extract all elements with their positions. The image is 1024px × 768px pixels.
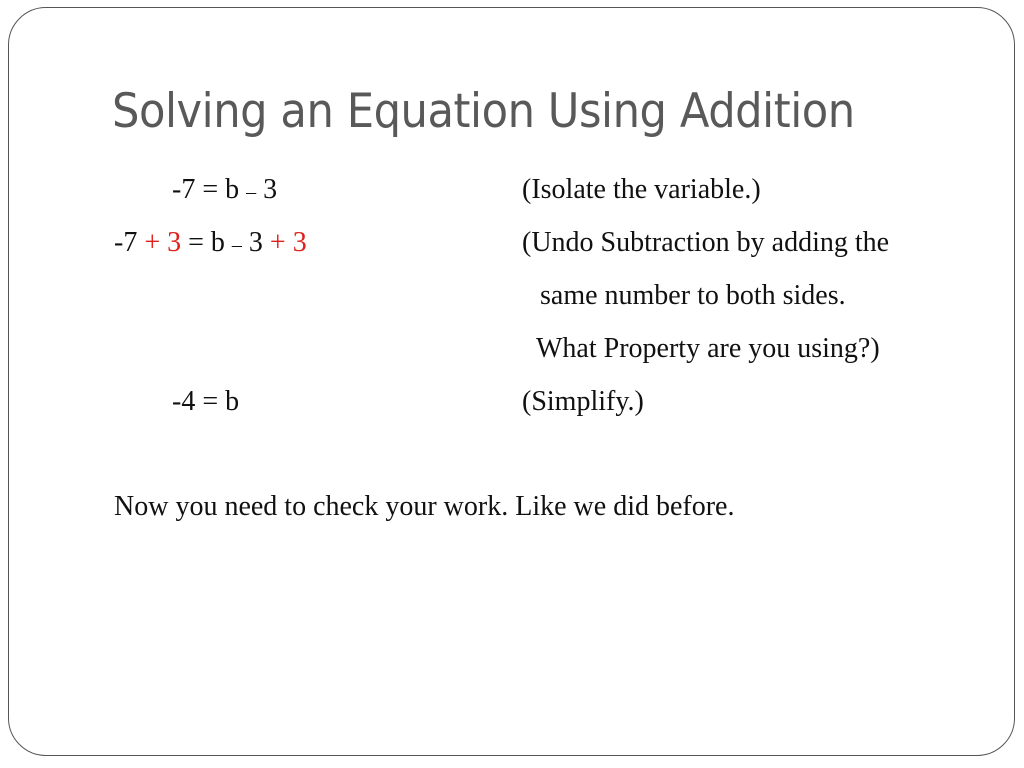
equation-step-2 bbox=[114, 226, 307, 262]
note-step-1: (Isolate the variable.) bbox=[522, 174, 761, 205]
equation-step-3: -4 = b bbox=[172, 386, 240, 417]
equation-step-2-left: -7 bbox=[114, 227, 145, 258]
note-step-2: (Undo Subtraction by adding the bbox=[522, 227, 890, 258]
equation-step-1 bbox=[172, 173, 277, 209]
equation-step-2-added-right: + 3 bbox=[269, 227, 307, 258]
equation-step-1-left: -7 = b bbox=[172, 174, 247, 205]
equation-step-2-added-left: + 3 bbox=[144, 227, 182, 258]
note-step-3: (Simplify.) bbox=[522, 386, 644, 417]
equation-step-2-right: 3 bbox=[241, 227, 270, 258]
closing-text: Now you need to check your work. Like we did before. bbox=[114, 491, 735, 522]
equation-step-1-right: 3 bbox=[256, 174, 278, 205]
equation-step-2-mid: = b bbox=[181, 227, 232, 258]
slide-title: Solving an Equation Using Addition bbox=[112, 84, 855, 139]
equation-step-1-dash: – bbox=[246, 181, 257, 203]
note-step-2-continued: same number to both sides. bbox=[540, 280, 846, 311]
equation-step-2-dash: – bbox=[231, 234, 242, 256]
note-property-question: What Property are you using?) bbox=[536, 333, 880, 364]
